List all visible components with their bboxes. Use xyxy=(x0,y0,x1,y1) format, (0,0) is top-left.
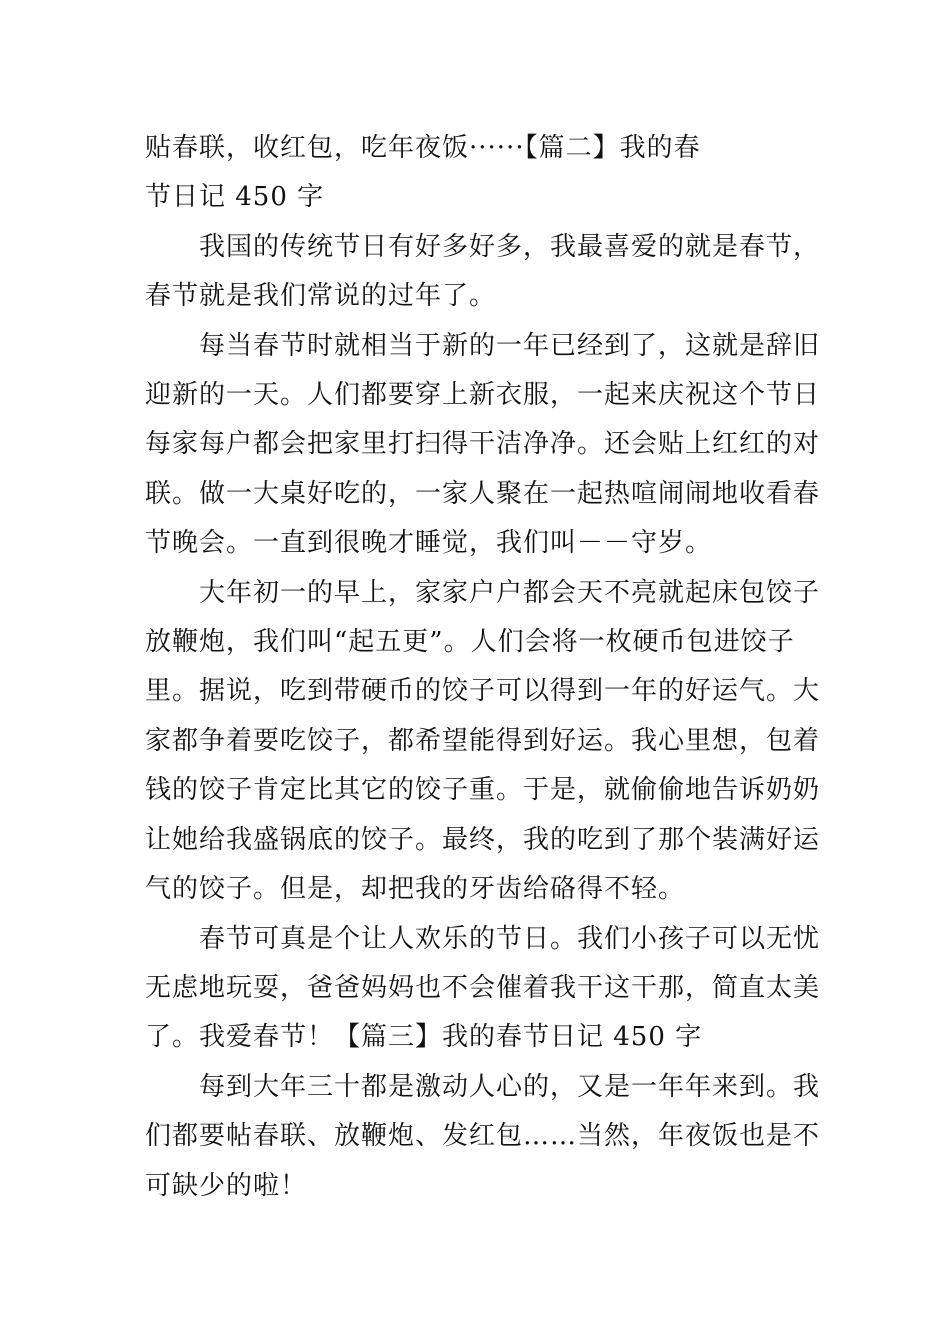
text-line: 我国的传统节日有好多好多，我最喜爱的就是春节， xyxy=(199,231,821,262)
text-line: 节晚会。一直到很晚才睡觉，我们叫－－守岁。 xyxy=(145,528,713,559)
text-line: 了。我爱春节！【篇三】我的春节日记 450 字 xyxy=(145,1022,703,1053)
paragraph-3 xyxy=(145,322,821,569)
text-line: 每家每户都会把家里打扫得干洁净净。还会贴上红红的对 xyxy=(145,429,821,460)
text-line: 联。做一大桌好吃的，一家人聚在一起热喧闹闹地收看春 xyxy=(145,478,821,509)
text-line: 家都争着要吃饺子，都希望能得到好运。我心里想，包着 xyxy=(145,725,821,756)
text-line: 每当春节时就相当于新的一年已经到了，这就是辞旧 xyxy=(199,330,821,361)
text-line: 无虑地玩耍，爸爸妈妈也不会催着我干这干那，简直太美 xyxy=(145,972,821,1003)
paragraph-6 xyxy=(145,1063,821,1211)
text-line: 春节就是我们常说的过年了。 xyxy=(145,281,497,312)
paragraph-5 xyxy=(145,915,821,1063)
text-line: 们都要帖春联、放鞭炮、发红包……当然，年夜饭也是不 xyxy=(145,1121,821,1152)
paragraph-4 xyxy=(145,569,821,915)
text-line: 放鞭炮，我们叫“起五更”。人们会将一枚硬币包进饺子 xyxy=(145,627,795,658)
paragraph-2 xyxy=(145,223,821,322)
text-line: 钱的饺子肯定比其它的饺子重。于是，就偷偷地告诉奶奶 xyxy=(145,775,821,806)
text-line: 气的饺子。但是，却把我的牙齿给硌得不轻。 xyxy=(145,874,686,905)
text-line: 每到大年三十都是激动人心的，又是一年年来到。我 xyxy=(199,1071,821,1102)
text-line: 可缺少的啦！ xyxy=(145,1170,308,1201)
text-line: 让她给我盛锅底的饺子。最终，我的吃到了那个装满好运 xyxy=(145,824,821,855)
text-line: 大年初一的早上，家家户户都会天不亮就起床包饺子 xyxy=(199,577,821,608)
text-line: 春节可真是个让人欢乐的节日。我们小孩子可以无忧 xyxy=(199,923,821,954)
text-line: 节日记 450 字 xyxy=(145,182,325,213)
paragraph-1 xyxy=(145,124,810,223)
text-line: 里。据说，吃到带硬币的饺子可以得到一年的好运气。大 xyxy=(145,676,821,707)
text-line: 迎新的一天。人们都要穿上新衣服，一起来庆祝这个节日 xyxy=(145,380,821,411)
text-line: 贴春联，收红包，吃年夜饭······【篇二】我的春 xyxy=(145,133,701,163)
document-body xyxy=(145,124,821,1211)
